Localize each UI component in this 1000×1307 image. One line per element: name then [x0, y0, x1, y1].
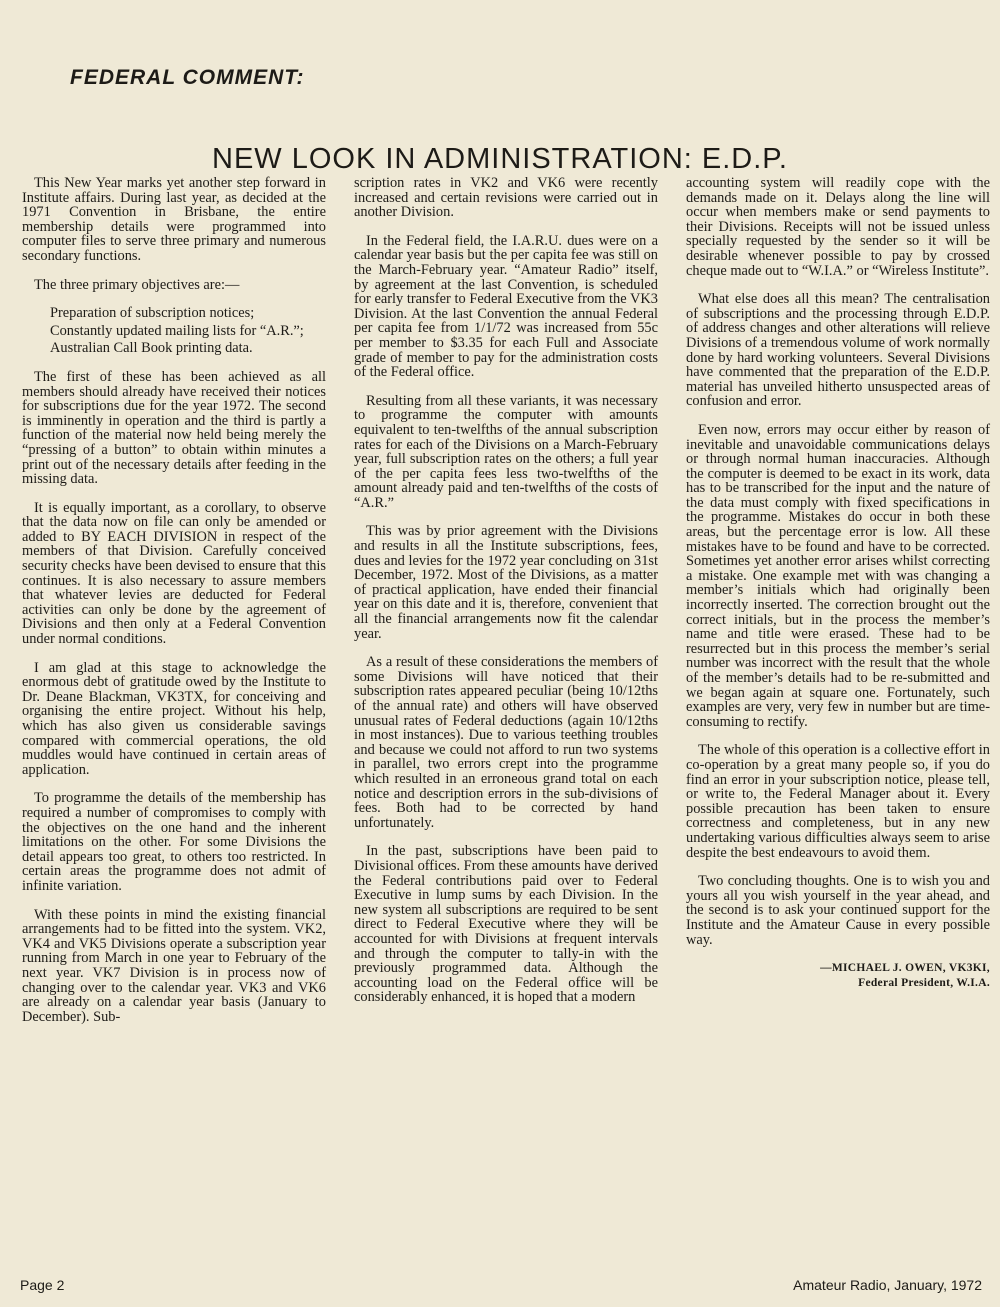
- article-headline: NEW LOOK IN ADMINISTRATION: E.D.P.: [212, 143, 788, 176]
- paragraph: accounting system will readily cope with the demands made on it. Delays along the line will occur when members make or send payments to their Divisions. Receipts will not be issued unless specially requested by the sender so it will be desirable whenever possible to pay by crossed cheque made out to “W.I.A.” or “Wireless Institute”.: [686, 175, 990, 279]
- paragraph: scription rates in VK2 and VK6 were recently increased and certain revisions were carried out in another Division.: [354, 175, 658, 221]
- paragraph: Resulting from all these variants, it was necessary to programme the computer with amounts equivalent to ten-twelfths of the annual subscription rates for each of the Divisions on a March-February year, full subscription rates on the others; a full year of the per capita fees less two-twelfths of the amount already paid and ten-twelfths of the costs of “A.R.”: [354, 392, 658, 511]
- paragraph: This New Year marks yet another step forward in Institute affairs. During last year, as decided at the 1971 Convention in Brisbane, the entire membership details were programmed into computer files to serve three primary and numerous secondary functions.: [22, 175, 326, 264]
- column-1: [22, 176, 326, 1221]
- signature-title: Federal President, W.I.A.: [858, 977, 990, 990]
- author-signature: [686, 961, 990, 991]
- article-body: [22, 176, 990, 1221]
- paragraph: As a result of these considerations the members of some Divisions will have noticed that their subscription rates appeared peculiar (being 10/12ths of the annual rate) and others will have observed unusual rates of Federal deductions (again 10/12ths in most instances). Due to various teething troubles and because we could not afford to run two systems in parallel, two errors crept into the programme which resulted in an erroneous grand total on each notice and description errors in the sub-divisions of fees. Both had to be corrected by hand unfortunately.: [354, 654, 658, 831]
- paragraph: It is equally important, as a corollary, to observe that the data now on file can only be amended or added to BY EACH DIVISION in respect of the members of that Division. Carefully conceived security checks have been devised to ensure that this continues. It is also necessary to assure members that whatever levies are deducted for Federal activities can only be done by the agreement of Divisions and then only at a Federal Convention under normal conditions.: [22, 499, 326, 648]
- paragraph: Two concluding thoughts. One is to wish you and yours all you wish yourself in the year ahead, and the second is to ask your continued support for the Institute and the Amateur Cause in every possible way.: [686, 873, 990, 948]
- paragraph: The whole of this operation is a collective effort in co-operation by a great many people so, if you do find an error in your subscription notice, please tell, or write to, the Federal Manager about it. Every possible precaution has been taken to ensure correctness and completeness, but in any new undertaking various difficulties always seem to arise despite the best endeavours to avoid them.: [686, 742, 990, 861]
- paragraph: The first of these has been achieved as all members should already have received their notices for subscriptions due for the year 1972. The second is imminently in operation and the third is partly a function of the material now held being merely the “pressing of a button” to obtain within minutes a print out of the necessary details after feeding in the missing data.: [22, 368, 326, 488]
- paragraph: With these points in mind the existing financial arrangements had to be fitted into the system. VK2, VK4 and VK5 Divisions operate a subscription year running from March in one year to February of the next year. VK7 Division is in process now of changing over to the calendar year. VK3 and VK6 are already on a calendar year basis (January to December). Sub-: [22, 906, 326, 1025]
- paragraph: What else does all this mean? The centralisation of subscriptions and the processing through E.D.P. of address changes and other alterations will relieve Divisions of a tremendous volume of work normally done by hard working volunteers. Several Divisions have commented that the preparation of the E.D.P. material has unveiled hitherto unsuspected areas of confusion and error.: [686, 291, 990, 410]
- column-2: [354, 176, 658, 1221]
- paragraph: In the past, subscriptions have been paid to Divisional offices. From these amounts have derived the Federal contributions paid over to Federal Executive in lump sums by each Division. In the new system all subscriptions are required to be sent direct to Federal Executive where they will be accounted for with Divisions at frequent intervals and through the computer to tally-in with the previously programmed data. Although the accounting load on the Federal office will be considerably enhanced, it is hoped that a modern: [354, 843, 658, 1006]
- signature-name: —MICHAEL J. OWEN, VK3KI,: [820, 962, 990, 975]
- paragraph: In the Federal field, the I.A.R.U. dues were on a calendar year basis but the per capita fee was still on the March-February year. “Amateur Radio” itself, by agreement at the last Convention, is scheduled for early transfer to Federal Executive from the VK3 Division. At the last Convention the annual Federal per capita fee from 1/1/72 was increased from 55c per member to $3.35 for each Full and Associate grade of member to pay for the administration costs of the Federal office.: [354, 232, 658, 381]
- paragraph: I am glad at this stage to acknowledge the enormous debt of gratitude owed by the Institute to Dr. Deane Blackman, VK3TX, for conceiving and organising the entire project. Without his help, which has also given us considerable savings compared with commercial operations, the old muddles would have continued in certain areas of application.: [22, 659, 326, 778]
- paragraph: Even now, errors may occur either by reason of inevitable and unavoidable communications delays or through normal human inaccuracies. Although the computer is deemed to be exact in its work, data has to be transcribed for the input and the nature of the data must comply with fixed specifications in the programme. Mistakes do occur in both these areas, but the percentage error is low. All these mistakes have to be found and have to be corrected. Sometimes yet another error arises whilst correcting a mistake. One example met with was changing a member’s initials which had originally been incorrectly inserted. The correction brought out the correct initials, but in the process the member’s name and title were erased. These had to be resurrected but in this process the member’s serial number was incorrect with the result that the whole of the member’s details had to be re-submitted and we began again at square one. Fortunately, such examples are very, very few in number but are time-consuming to rectify.: [686, 421, 990, 730]
- section-kicker: FEDERAL COMMENT:: [70, 66, 305, 89]
- publication-line: Amateur Radio, January, 1972: [793, 1277, 982, 1293]
- paragraph: The three primary objectives are:—: [34, 276, 240, 293]
- list-item: Preparation of subscription notices;: [50, 305, 255, 322]
- list-item: Constantly updated mailing lists for “A.R.”;: [50, 322, 304, 339]
- column-3: [686, 176, 990, 1221]
- objectives-list: [22, 306, 326, 356]
- page-number: Page 2: [20, 1277, 65, 1293]
- list-item: Australian Call Book printing data.: [50, 340, 253, 357]
- paragraph: To programme the details of the membership has required a number of compromises to comply with the objectives on the one hand and the inherent limitations on the other. For some Divisions the detail appears too great, to others too restricted. In certain areas the programme does not admit of infinite variation.: [22, 790, 326, 894]
- paragraph: This was by prior agreement with the Divisions and results in all the Institute subscriptions, fees, dues and levies for the 1972 year concluding on 31st December, 1972. Most of the Divisions, as a matter of practical application, have ended their financial year on this date and it is, therefore, convenient that all the financial arrangements now fit the calendar year.: [354, 523, 658, 642]
